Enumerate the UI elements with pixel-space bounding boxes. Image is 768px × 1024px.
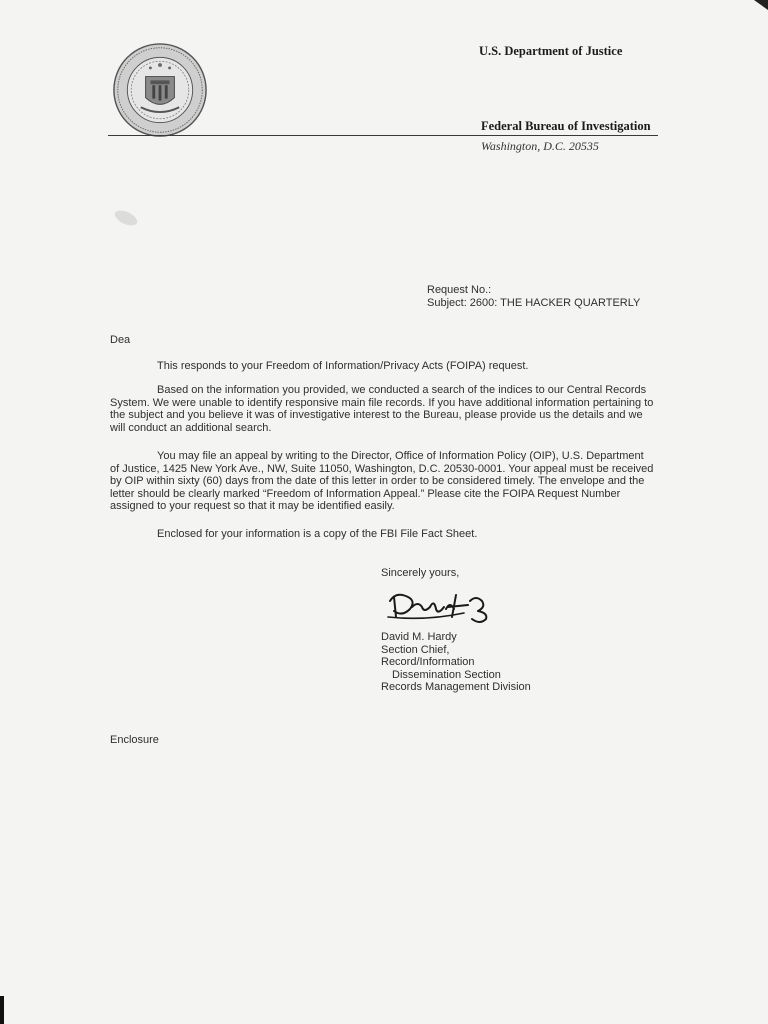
scan-smudge [112,208,142,232]
signer-name: David M. Hardy [381,631,457,643]
bureau-name: Federal Bureau of Investigation [481,119,651,133]
body-paragraph-3 [110,450,655,513]
closing: Sincerely yours, [381,567,460,579]
body-paragraph-1 [157,360,637,373]
signer-title: Section Chief, [381,643,450,656]
paragraph-text: This responds to your Freedom of Information/Privacy Acts (FOIPA) request. [157,360,529,372]
body-paragraph-2 [110,384,655,434]
paragraph-text: Based on the information you provided, we conducted a search of the indices to our Central Records System. We were unable to identify responsive main file records. If you have additional information pertaining to the subject and you believe it was of investigative interest to the Bureau, please provide us the details and we will conduct an additional search. [110,384,654,434]
salutation: Dea [110,334,131,346]
signer-division: Records Management Division [381,681,531,694]
bureau-address: Washington, D.C. 20535 [481,139,599,153]
department-name: U.S. Department of Justice [479,44,623,58]
signer-title: Dissemination Section [392,668,501,681]
signer-title: Record/Information [381,656,475,669]
letterhead-rule [108,135,658,136]
paragraph-text: Enclosed for your information is a copy of the FBI File Fact Sheet. [157,528,478,540]
enclosure-note: Enclosure [110,734,159,746]
scan-corner-mark [748,0,768,10]
handwritten-signature [386,587,516,625]
fbi-seal-logo [112,42,208,138]
signer-block [381,631,531,694]
body-paragraph-4 [157,528,637,541]
request-number-label: Request No.: [427,284,492,296]
request-block [427,284,640,309]
paragraph-text: You may file an appeal by writing to the Director, Office of Information Policy (OIP), U.S. Department of Justice, 1425 New York Ave., NW, Suite 11050, Washington, D.C. 20530-0001. Your appeal must be received by OIP within sixty (60) days from the date of this letter in order to be considered timely. The envelope and the letter should be clearly marked “Freedom of Information Appeal.” Please cite the FOIPA Request Number assigned to your request so that it may be identified easily. [110,450,654,513]
scan-edge-mark [0,996,4,1024]
request-subject: Subject: 2600: THE HACKER QUARTERLY [427,296,641,309]
